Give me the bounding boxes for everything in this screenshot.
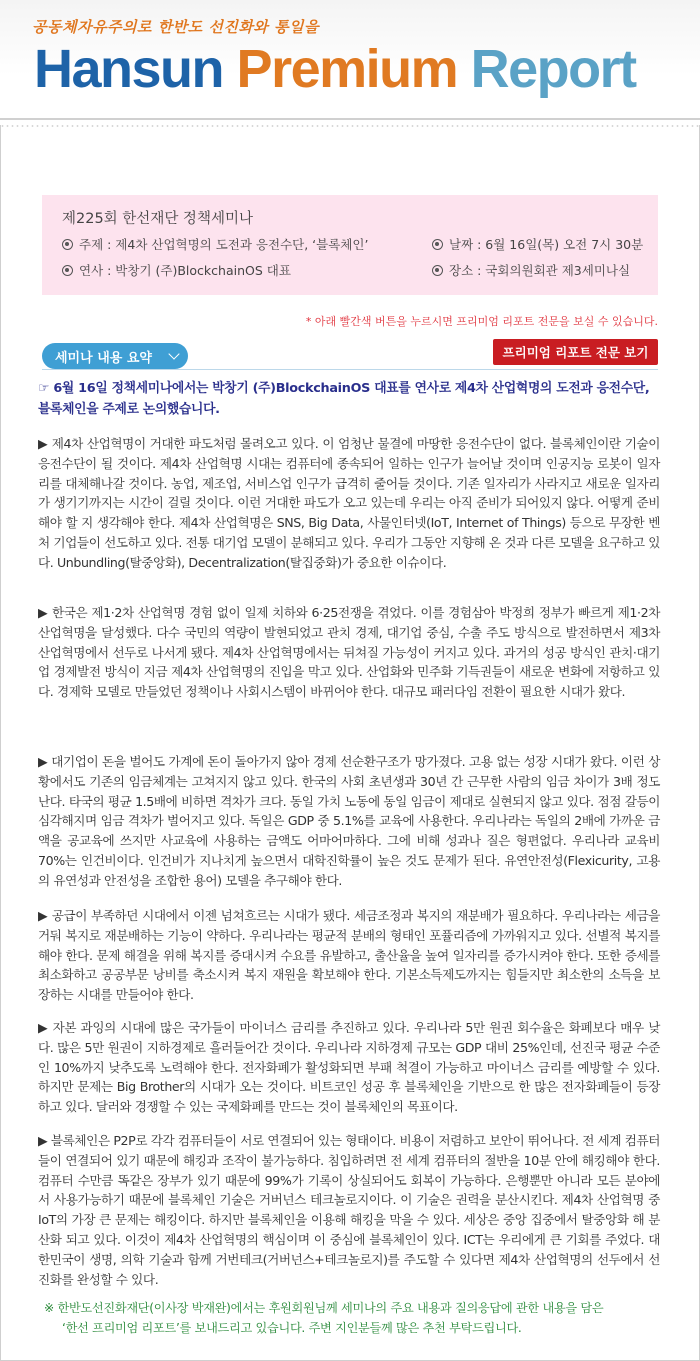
summary-paragraph-4: ▶ 공급이 부족하던 시대에서 이젠 넘쳐흐르는 시대가 됐다. 세금조정과 복지의 재분배가 필요하다. 우리나라는 세금을 거둬 복지로 재분배하는 기능이 약하다. 우리나라는 평균적 분배의 형태인 포퓰리즘에 가까워지고 있다. 선별적 복지를 해야 한다. 문제 해결을 위해 복지를 증대시켜 수요를 유발하고, 출산율을 높여 일자리를 증가시켜야 한다. 또한 증세를 최소화하고 공공부문 낭비를 축소시켜 복지 재원을 확보해야 한다. 기본소득제도까지는 힘들지만 최소한의 소득을 보장하는 시대를 만들어야 한다. (38, 908, 660, 1003)
summary-paragraph-2: ▶ 한국은 제1·2차 산업혁명 경험 없이 일제 치하와 6·25전쟁을 겪었다. 이를 경험삼아 박정희 정부가 빠르게 제1·2차 산업혁명을 달성했다. 다수 국민의 역량이 발현되었고 관치 경제, 대기업 중심, 수출 주도 방식으로 발전하면서 제3차 산업혁명에서 선두로 나서게 됐다. 제4차 산업혁명에서는 뒤쳐질 가능성이 커지고 있다. 과거의 성공 방식인 관치·대기업 경제발전 방식이 지금 제4차 산업혁명의 진입을 막고 있다. 산업화와 민주화 기득권들이 새로운 변화에 저항하고 있다. 경제학 모델로 만들었던 정책이나 사회시스템이 바뀌어야 한다. 대규모 패러다임 전환이 필요한 시대가 왔다. (38, 605, 660, 700)
seminar-topic (62, 235, 368, 253)
header-rule (0, 118, 700, 120)
summary-tab-label: 세미나 내용 요약 (55, 350, 152, 366)
circle-dot-icon (62, 265, 73, 276)
summary-paragraph-5: ▶ 자본 과잉의 시대에 많은 국가들이 마이너스 금리를 추진하고 있다. 우리나라 5만 원권 회수율은 화폐보다 매우 낮다. 많은 5만 원권이 지하경제로 흘러들어간 것이다. 우리나라 지하경제 규모는 GDP 대비 25%인데, 선진국 평균 수준인 10%까지 낮추도록 노력해야 한다. 전자화폐가 활성화되면 부패 척결이 가능하고 마이너스 금리를 예방할 수 있다. 하지만 문제는 Big Brother의 시대가 오는 것이다. 비트코인 성공 후 블록체인을 기반으로 한 많은 전자화폐들이 등장하고 있다. 달러와 경쟁할 수 있는 국제화폐를 만드는 것이 블록체인의 목표이다. (38, 1020, 660, 1115)
slogan: 공동체자유주의로 한반도 선진화와 통일을 (32, 18, 319, 36)
brand-premium: Premium (236, 39, 458, 99)
seminar-date (432, 235, 643, 253)
circle-dot-icon (62, 239, 73, 250)
intro-text: ☞ 6월 16일 정책세미나에서는 박창기 (주)BlockchainOS 대표를 연사로 제4차 산업혁명의 도전과 응전수단, 블록체인을 주제로 논의했습니다. (38, 381, 650, 417)
summary-paragraph-3: ▶ 대기업이 돈을 벌어도 가계에 돈이 돌아가지 않아 경제 선순환구조가 망가졌다. 고용 없는 성장 시대가 왔다. 이런 상황에서도 기존의 임금체계는 고쳐지지 않고 있다. 한국의 사회 초년생과 30년 간 근무한 사람의 임금 차이가 3배 정도 난다. 타국의 평균 1.5배에 비하면 격차가 크다. 동일 가치 노동에 동일 임금이 제대로 실현되지 않고 있다. 점점 갈등이 심각해지며 임금 격차가 벌어지고 있다. 독일은 GDP 중 5.1%를 교육에 사용한다. 우리나라는 독일의 2배에 가까운 금액을 공교육에 쓰지만 사교육에 사용하는 금액도 어마어마하다. 그에 비해 성과나 질은 형편없다. 우리나라 교육비 70%는 인건비이다. 인건비가 지나치게 높으면서 대학진학률이 높은 것도 문제가 된다. 유연안전성(Flexicurity, 고용의 유연성과 안전성을 조합한 용어) 모델을 추구해야 한다. (38, 754, 660, 888)
summary-paragraph-6: ▶ 블록체인은 P2P로 각각 컴퓨터들이 서로 연결되어 있는 형태이다. 비용이 저렴하고 보안이 뛰어나다. 전 세계 컴퓨터들이 연결되어 있기 때문에 해킹과 조작이 불가능하다. 침입하려면 전 세계 컴퓨터의 절반을 10분 안에 해킹해야 한다. 컴퓨터 수만큼 똑같은 장부가 있기 때문에 99%가 기록이 상실되어도 회복이 가능하다. 은행뿐만 아니라 모든 분야에서 사용가능하기 때문에 블록체인 기술은 거버넌스 테크놀로지이다. 이 기술은 권력을 분산시킨다. 제4차 산업혁명 중 IoT의 가장 큰 문제는 해킹이다. 하지만 블록체인을 이용해 해킹을 막을 수 있다. 세상은 중앙 집중에서 탈중앙화 해 분산화 되고 있다. 이것이 제4차 산업혁명의 핵심이며 이 중심에 블록체인이 있다. ICT는 우리에게 큰 기회를 주었다. 대한민국이 생명, 의학 기술과 함께 거번테크(거버넌스+테크놀로지)를 주도할 수 있다면 제4차 산업혁명의 선두에서 선진화를 완성할 수 있다. (38, 1133, 660, 1287)
summary-tab[interactable] (42, 343, 188, 369)
seminar-speaker (62, 261, 291, 279)
header-dotted-line (0, 124, 700, 128)
brand-report: Report (470, 39, 636, 99)
report-header (0, 0, 700, 125)
footer-note-line-2: ‘한선 프리미엄 리포트’를 보내드리고 있습니다. 주변 지인분들께 많은 추천 부탁드립니다. (62, 1321, 522, 1335)
seminar-title: 제225회 한선재단 정책세미나 (62, 211, 253, 227)
brand-hansun: Hansun (34, 39, 224, 99)
seminar-topic-text: 주제 : 제4차 산업혁명의 도전과 응전수단, ‘블록체인’ (79, 237, 369, 252)
seminar-speaker-text: 연사 : 박창기 (주)BlockchainOS 대표 (79, 263, 291, 278)
chevron-down-icon (168, 348, 179, 359)
full-report-button[interactable]: 프리미엄 리포트 전문 보기 (493, 339, 658, 365)
footer-note-line-1: ※ 한반도선진화재단(이사장 박재완)에서는 후원회원님께 세미나의 주요 내용과 질의응답에 관한 내용을 담은 (44, 1301, 604, 1315)
circle-dot-icon (432, 239, 443, 250)
seminar-date-text: 날짜 : 6월 16일(목) 오전 7시 30분 (449, 237, 644, 252)
seminar-place-text: 장소 : 국회의원회관 제3세미나실 (449, 263, 631, 278)
footer-note (44, 1298, 664, 1338)
seminar-info-box (42, 195, 658, 295)
seminar-place (432, 261, 630, 279)
circle-dot-icon (432, 265, 443, 276)
summary-divider (42, 369, 658, 370)
red-button-notice: * 아래 빨간색 버튼을 누르시면 프리미엄 리포트 전문을 보실 수 있습니다. (305, 315, 658, 328)
brand-logo (34, 39, 636, 99)
summary-paragraph-1: ▶ 제4차 산업혁명이 거대한 파도처럼 몰려오고 있다. 이 엄청난 물결에 마땅한 응전수단이 없다. 블록체인이란 기술이 응전수단이 될 것이다. 제4차 산업혁명 시대는 컴퓨터에 종속되어 일하는 인구가 늘어날 것이며 인공지능 로봇이 일자리를 대체해나갈 것이다. 농업, 제조업, 서비스업 인구가 급격히 줄어들 것이다. 기존 일자리가 사라지고 새로운 일자리가 생기기까지는 시간이 걸릴 것이다. 이런 거대한 파도가 오고 있는데 우리는 아직 준비가 되어있지 않다. 어떻게 준비해야 할 지 생각해야 한다. 제4차 산업혁명은 SNS, Big Data, 사물인터넷(IoT, Internet of Things) 등으로 무장한 벤처 기업들이 선도하고 있다. 전통 대기업 모델이 분해되고 있다. 우리가 그동안 지향해 온 것과 다른 모델을 요구하고 있다. Unbundling(탈중앙화), Decentralization(탈집중화)가 중요한 이슈이다. (38, 436, 660, 570)
